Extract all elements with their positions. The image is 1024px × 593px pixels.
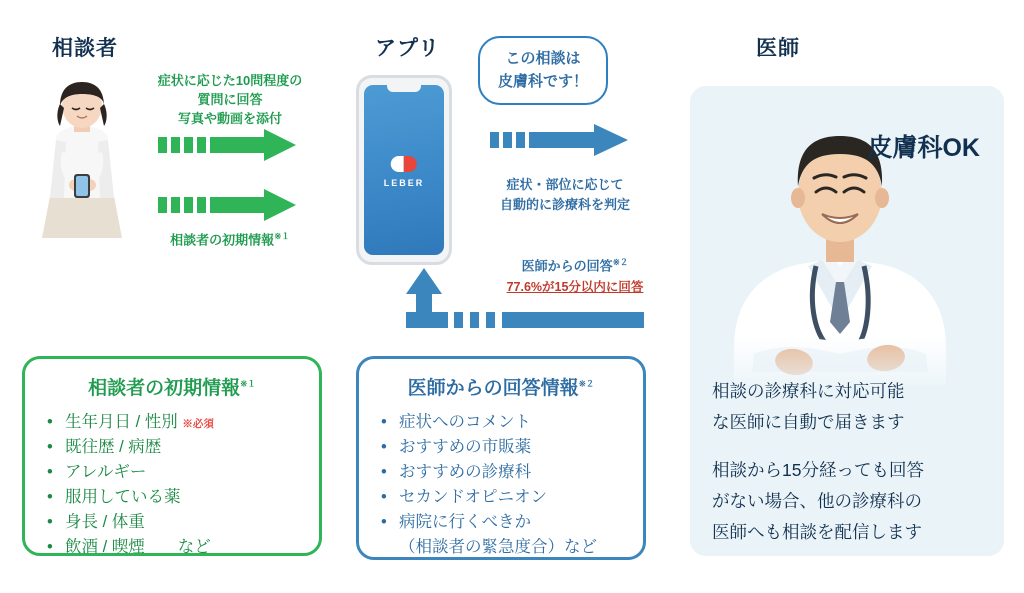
initial-info-item-0: 生年月日 / 性別 xyxy=(65,413,178,431)
list-item xyxy=(43,410,301,435)
label-answer-stat-text: 77.6%が15分以内に回答 xyxy=(506,280,644,294)
app-phone-mockup xyxy=(356,75,452,265)
box-answer-info-title-mark: ※２ xyxy=(578,378,595,389)
label-auto-judge-line1: 症状・部位に応じて xyxy=(506,177,624,192)
list-item: • 服用している薬 xyxy=(43,485,301,510)
doctor-badge: 皮膚科OK xyxy=(867,134,980,162)
label-consultant-upper-line1: 症状に応じた10問程度の xyxy=(157,73,303,88)
column-title-doctor: 医師 xyxy=(756,37,800,60)
label-consultant-lower-mark: ※１ xyxy=(274,231,290,241)
label-answer-stat xyxy=(480,278,670,297)
blue-arrow-icon xyxy=(490,123,630,157)
label-consultant-lower xyxy=(150,230,310,250)
doctor-text-line5: 医師へも相談を配信します xyxy=(712,521,922,542)
leber-logo-text: LEBER xyxy=(383,178,425,189)
doctor-text-line3: 相談から15分経っても回答 xyxy=(712,460,924,481)
box-initial-info-title-text: 相談者の初期情報 xyxy=(88,378,241,399)
list-item: • セカンドオピニオン xyxy=(377,485,625,510)
label-consultant-upper-line3: 写真や動画を添付 xyxy=(177,110,282,126)
green-arrow-icon xyxy=(158,128,298,162)
label-doctor-answer-mark: ※２ xyxy=(612,257,629,267)
list-item: • アレルギー xyxy=(43,460,301,485)
list-item: • 既往歴 / 病歴 xyxy=(43,435,301,460)
phone-notch xyxy=(387,85,421,92)
list-item: • 身長 / 体重 xyxy=(43,510,301,535)
box-initial-info-title-mark: ※１ xyxy=(240,378,256,389)
box-answer-info-title xyxy=(377,373,625,400)
answer-info-last-sub: （相談者の緊急度合）など xyxy=(399,538,597,557)
list-item: • 飲酒 / 喫煙 など xyxy=(43,535,301,560)
leber-logo xyxy=(384,156,425,188)
arrow-consultant-to-app-lower xyxy=(158,188,298,227)
doctor-text-line2: な医師に自動で届きます xyxy=(712,411,905,432)
label-doctor-answer-text: 医師からの回答 xyxy=(521,258,613,274)
list-item: • 症状へのコメント xyxy=(377,410,625,435)
label-consultant-upper-line2: 質問に回答 xyxy=(197,91,263,107)
column-title-consultant: 相談者 xyxy=(52,37,118,60)
bubble-line2: 皮膚科です！ xyxy=(498,72,589,90)
doctor-text-line4: がない場合、他の診療科の xyxy=(712,490,922,511)
box-answer-info-list xyxy=(377,410,625,535)
consultant-photo xyxy=(22,78,142,238)
box-answer-info xyxy=(356,356,646,560)
label-doctor-answer xyxy=(490,256,660,276)
doctor-panel-text xyxy=(712,376,992,547)
app-speech-bubble xyxy=(478,36,608,105)
arrow-consultant-to-app-upper xyxy=(158,128,298,167)
leber-mark-icon xyxy=(391,156,417,172)
bubble-line1: この相談は xyxy=(505,50,581,67)
label-auto-judge-line2: 自動的に診療科を判定 xyxy=(499,196,630,212)
required-badge: ※必須 xyxy=(182,418,214,430)
box-initial-info-title xyxy=(43,373,301,400)
box-initial-info-list xyxy=(43,410,301,560)
doctor-panel xyxy=(690,86,1004,556)
phone-screen xyxy=(364,85,444,255)
list-item: • 病院に行くべきか xyxy=(377,510,625,535)
doctor-text-line1: 相談の診療科に対応可能 xyxy=(712,381,905,401)
label-auto-judge xyxy=(480,175,650,214)
consultant-illustration xyxy=(22,78,142,238)
list-item: • おすすめの診療科 xyxy=(377,460,625,485)
list-item: • おすすめの市販薬 xyxy=(377,435,625,460)
green-arrow-icon xyxy=(158,188,298,222)
doctor-text-spacer xyxy=(712,437,992,455)
label-consultant-upper xyxy=(150,72,310,129)
box-answer-info-title-text: 医師からの回答情報 xyxy=(407,378,579,399)
speech-bubble-body xyxy=(478,36,608,105)
label-consultant-lower-text: 相談者の初期情報 xyxy=(170,232,275,248)
column-title-app: アプリ xyxy=(375,37,441,60)
box-initial-info xyxy=(22,356,322,556)
arrow-app-to-doctor xyxy=(490,123,630,162)
